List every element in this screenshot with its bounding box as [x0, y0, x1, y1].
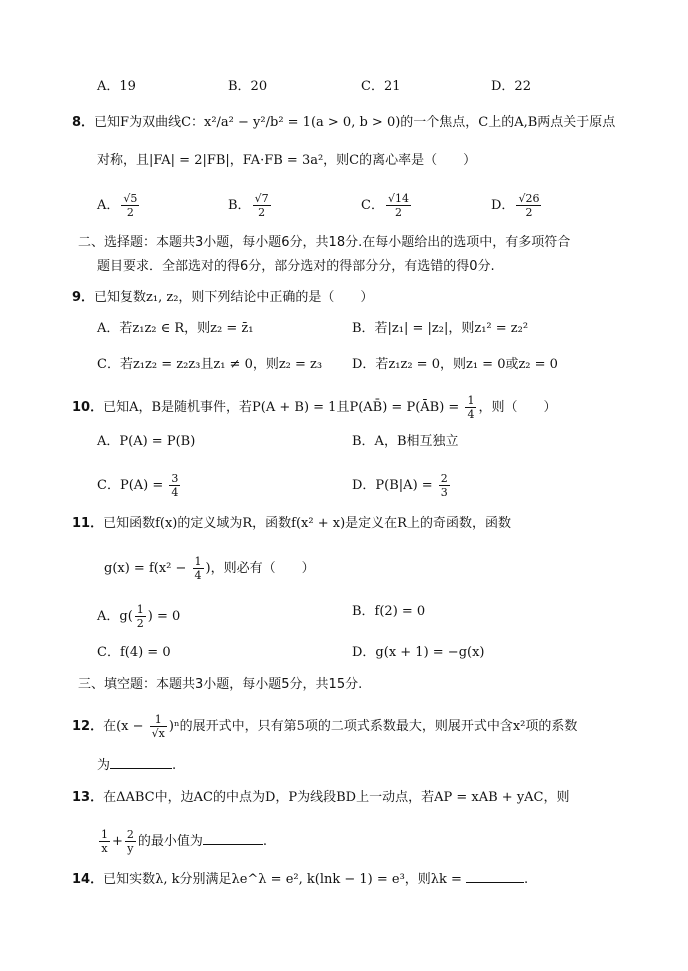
- q11-option-c: C．f(4) = 0: [97, 645, 171, 660]
- q10-option-a: A．P(A) = P(B): [97, 434, 196, 449]
- question-10-stem: 10．已知A，B是随机事件，若P(A + B) = 1且P(AB̄) = P(ĀB) = $\frac{1}{4}$ ，则（ ）: [72, 394, 557, 421]
- question-12-line2: 为 .: [97, 758, 177, 773]
- q9-option-c: C．若z₁z₂ = z₂z₃且z₁ ≠ 0，则z₂ = z₃: [97, 357, 323, 372]
- q9-option-a: A．若z₁z₂ ∈ R，则z₂ = z̄₁: [97, 321, 254, 336]
- option-b: B．20: [228, 79, 268, 94]
- option-c: C．21: [361, 79, 401, 94]
- section-2-line1: 二、选择题：本题共3小题，每小题6分，共18分.在每小题给出的选项中，有多项符合: [78, 235, 571, 250]
- question-12-line1: 12．在(x − $\frac{1}{√x}$ )ⁿ的展开式中，只有第5项的二项式系数最大，则展开式中含x²项的系数: [72, 713, 578, 740]
- question-11-line2: g(x) = f(x² − $\frac{1}{4}$ )，则必有（ ）: [104, 555, 315, 582]
- q9-option-d: D．若z₁z₂ = 0，则z₁ = 0或z₂ = 0: [352, 357, 558, 372]
- q8-option-c: C． $\frac{√14}{2}$: [361, 192, 409, 219]
- question-number: 8．: [72, 115, 95, 130]
- answer-blank[interactable]: [110, 756, 172, 769]
- answer-blank[interactable]: [466, 870, 524, 883]
- q8-option-b: B． $\frac{√7}{2}$: [228, 192, 269, 219]
- question-13-line2: $\frac{1}{x}$ + $\frac{2}{y}$ 的最小值为 .: [101, 828, 268, 855]
- answer-blank[interactable]: [203, 832, 263, 845]
- option-a: A．19: [97, 79, 136, 94]
- q10-option-d: D．P(B|A) = $\frac{2}{3}$: [352, 472, 448, 499]
- q11-option-d: D．g(x + 1) = −g(x): [352, 645, 485, 660]
- question-11-line1: 11．已知函数f(x)的定义域为R，函数f(x² + x)是定义在R上的奇函数，函数: [72, 516, 511, 531]
- q11-option-a: A．g( $\frac{1}{2}$ ) = 0: [97, 603, 181, 630]
- q11-option-b: B．f(2) = 0: [352, 604, 426, 619]
- q10-option-b: B．A，B相互独立: [352, 434, 459, 449]
- section-3-heading: 三、填空题：本题共3小题，每小题5分，共15分.: [78, 677, 363, 692]
- question-8-line1: [72, 114, 615, 132]
- question-14-line1: 14．已知实数λ, k分别满足λe^λ = e², k(lnk − 1) = e³，则λk = .: [72, 872, 529, 887]
- question-text: 已知F为双曲线C：x²/a² − y²/b² = 1(a > 0, b > 0)的一个焦点，C上的A,B两点关于原点: [94, 115, 616, 130]
- question-8-line2: 对称，且|FA| = 2|FB|，FA·FB = 3a²，则C的离心率是（ ）: [97, 153, 477, 168]
- option-d: D．22: [491, 79, 531, 94]
- q8-option-d: D． $\frac{√26}{2}$: [491, 192, 540, 219]
- q9-option-b: B．若|z₁| = |z₂|，则z₁² = z₂²: [352, 321, 529, 336]
- question-9-stem: 9．已知复数z₁, z₂，则下列结论中正确的是（ ）: [72, 290, 374, 305]
- section-2-line2: 题目要求．全部选对的得6分，部分选对的得部分分，有选错的得0分.: [97, 259, 495, 274]
- q8-option-a: A． $\frac{√5}{2}$: [97, 192, 138, 219]
- question-13-line1: 13．在ΔABC中，边AC的中点为D，P为线段BD上一动点，若AP = xAB + yAC，则: [72, 790, 570, 805]
- q10-option-c: C．P(A) = $\frac{3}{4}$: [97, 472, 179, 499]
